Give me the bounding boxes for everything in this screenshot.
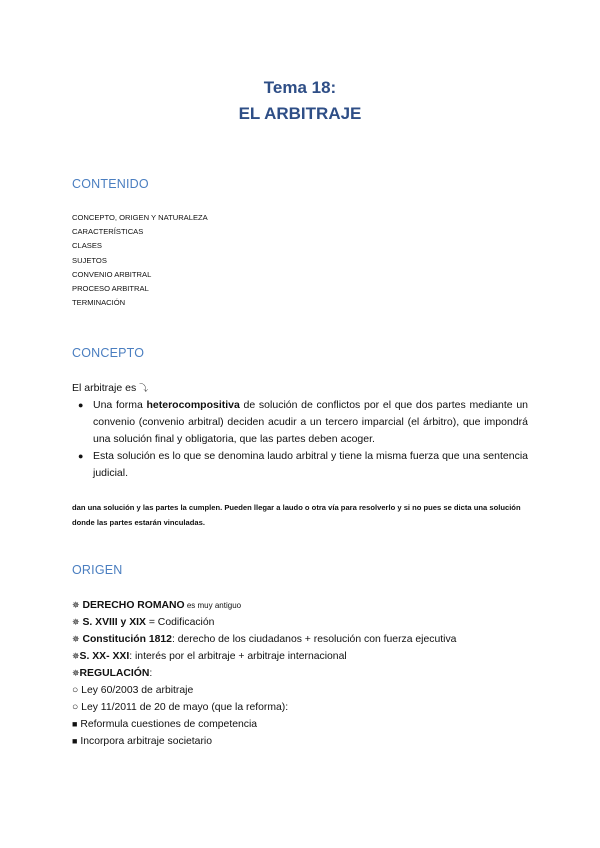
square-icon: ■ <box>72 719 78 729</box>
star-icon: ✵ <box>72 634 80 644</box>
heading-concepto: CONCEPTO <box>72 346 145 360</box>
star-icon: ✵ <box>72 617 80 627</box>
heading-contenido: CONTENIDO <box>72 177 149 191</box>
contents-item: CONCEPTO, ORIGEN Y NATURALEZA <box>72 213 208 222</box>
circle-icon: ○ <box>72 702 79 713</box>
list-item: ✵ DERECHO ROMANO es muy antiguo <box>72 600 242 611</box>
contents-list <box>72 211 208 310</box>
contents-item: CONVENIO ARBITRAL <box>72 269 152 279</box>
circle-icon: ○ <box>72 685 79 696</box>
contents-item: CARACTERÍSTICAS <box>72 227 144 237</box>
concepto-note: dan una solución y las partes la cumplen. Pueden llegar a laudo o otra vía para resolverlo y si no pues se dicta una solución donde las partes estarán vinculadas. <box>72 503 521 527</box>
origen-list <box>72 597 456 750</box>
list-item: ● Una forma heterocompositiva de solución de conflictos por el que dos partes mediante un convenio (convenio arbitral) deciden acudir a un tercero imparcial (el árbitro), que impondrá una solución final y obligatoria, que las partes deben acoger. <box>78 399 529 445</box>
star-icon: ✵ <box>72 600 80 610</box>
list-item: ● Esta solución es lo que se denomina laudo arbitral y tiene la misma fuerza que una sentencia judicial. <box>78 450 528 479</box>
list-item: ○ Ley 60/2003 de arbitraje <box>72 685 194 696</box>
concepto-intro-text: El arbitraje es <box>72 382 137 394</box>
star-icon: ✵ <box>72 651 80 661</box>
doc-title: EL ARBITRAJE <box>238 104 362 123</box>
bullet-icon: ● <box>78 451 84 461</box>
contents-item: SUJETOS <box>72 255 107 265</box>
arrow-down-icon: ⤵ <box>139 383 149 393</box>
heading-origen: ORIGEN <box>72 563 123 577</box>
doc-title-number: Tema 18: <box>263 78 337 97</box>
star-icon: ✵ <box>72 668 80 678</box>
list-item: ■ Reformula cuestiones de competencia <box>72 719 258 730</box>
contents-item: TERMINACIÓN <box>72 298 126 308</box>
bullet-icon: ● <box>78 400 84 410</box>
term-heterocompositiva: heterocompositiva <box>146 399 240 411</box>
concepto-bullets <box>72 397 528 482</box>
list-item: ✵S. XX- XXI: interés por el arbitraje + arbitraje internacional <box>72 651 347 662</box>
square-icon: ■ <box>72 736 78 746</box>
list-item: ✵ S. XVIII y XIX = Codificación <box>72 617 215 628</box>
contents-item: CLASES <box>72 241 102 251</box>
list-item: ■ Incorpora arbitraje societario <box>72 736 213 747</box>
list-item: ○ Ley 11/2011 de 20 de mayo (que la reforma): <box>72 702 289 713</box>
list-item: ✵ Constitución 1812: derecho de los ciudadanos + resolución con fuerza ejecutiva <box>72 634 457 645</box>
concepto-intro <box>72 381 148 394</box>
contents-item: PROCESO ARBITRAL <box>72 284 149 294</box>
list-item: ✵REGULACIÓN: <box>72 668 153 679</box>
